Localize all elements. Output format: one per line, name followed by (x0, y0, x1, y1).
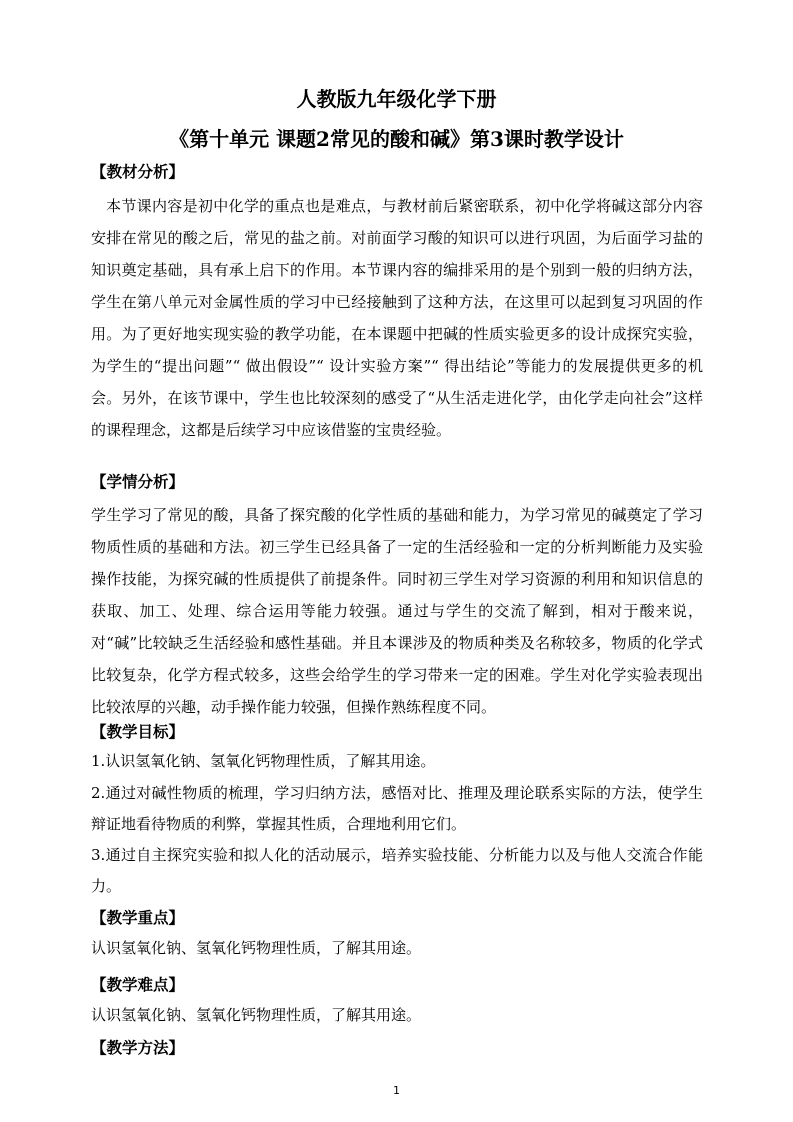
objective-item-3: 3.通过自主探究实验和拟人化的活动展示，培养实验技能、分析能力以及与他人交流合作能力。 (91, 846, 703, 895)
paragraph-textbook-analysis: 本节课内容是初中化学的重点也是难点，与教材前后紧密联系，初中化学将碱这部分内容安排在常见的酸之后，常见的盐之前。对前面学习酸的知识可以进行巩固，为后面学习盐的知识奠定基础，具有承上启下的作用。本节课内容的编排采用的是个别到一般的归纳方法，学生在第八单元对金属性质的学习中已经接触到了这种方法，在这里可以起到复习巩固的作用。为了更好地实现实验的教学功能，在本课题中把碱的性质实验更多的设计成探究实验，为学生的“提出问题”“ 做出假设”“ 设计实验方案”“ 得出结论”等能力的发展提供更多的机会。另外，在该节课中，学生也比较深刻的感受了“从生活走进化学，由化学走向社会”这样的课程理念，这都是后续学习中应该借鉴的宝贵经验。 (91, 197, 703, 439)
paragraph-difficulties: 认识氢氧化钠、氢氧化钙物理性质，了解其用途。 (91, 1006, 422, 1024)
section-heading-methods: 【教学方法】 (91, 1038, 185, 1057)
section-heading-key-points: 【教学重点】 (91, 908, 185, 927)
paragraph-student-analysis: 学生学习了常见的酸，具备了探究酸的化学性质的基础和能力，为学习常见的碱奠定了学习物质性质的基础和方法。初三学生已经具备了一定的生活经验和一定的分析判断能力及实验操作技能，为探究碱的性质提供了前提条件。同时初三学生对学习资源的利用和知识信息的获取、加工、处理、综合运用等能力较强。通过与学生的交流了解到，相对于酸来说，对“碱”比较缺乏生活经验和感性基础。并且本课涉及的物质种类及名称较多，物质的化学式比较复杂，化学方程式较多，这些会给学生的学习带来一定的困难。学生对化学实验表现出比较浓厚的兴趣，动手操作能力较强，但操作熟练程度不同。 (91, 506, 703, 716)
page-number: 1 (393, 1084, 400, 1097)
document-subtitle: 《第十单元 课题2常见的酸和碱》第3课时教学设计 (169, 127, 624, 151)
section-heading-objectives: 【教学目标】 (91, 722, 185, 741)
section-heading-student-analysis: 【学情分析】 (91, 472, 185, 491)
section-heading-textbook-analysis: 【教材分析】 (91, 162, 185, 181)
objective-item-2: 2.通过对碱性物质的梳理，学习归纳方法，感悟对比、推理及理论联系实际的方法，使学生辩证地看待物质的利弊，掌握其性质，合理地利用它们。 (91, 784, 703, 833)
paragraph-key-points: 认识氢氧化钠、氢氧化钙物理性质，了解其用途。 (91, 939, 422, 957)
objective-item-1: 1.认识氢氧化钠、氢氧化钙物理性质，了解其用途。 (91, 752, 436, 770)
document-title: 人教版九年级化学下册 (296, 87, 497, 111)
section-heading-difficulties: 【教学难点】 (91, 975, 185, 994)
